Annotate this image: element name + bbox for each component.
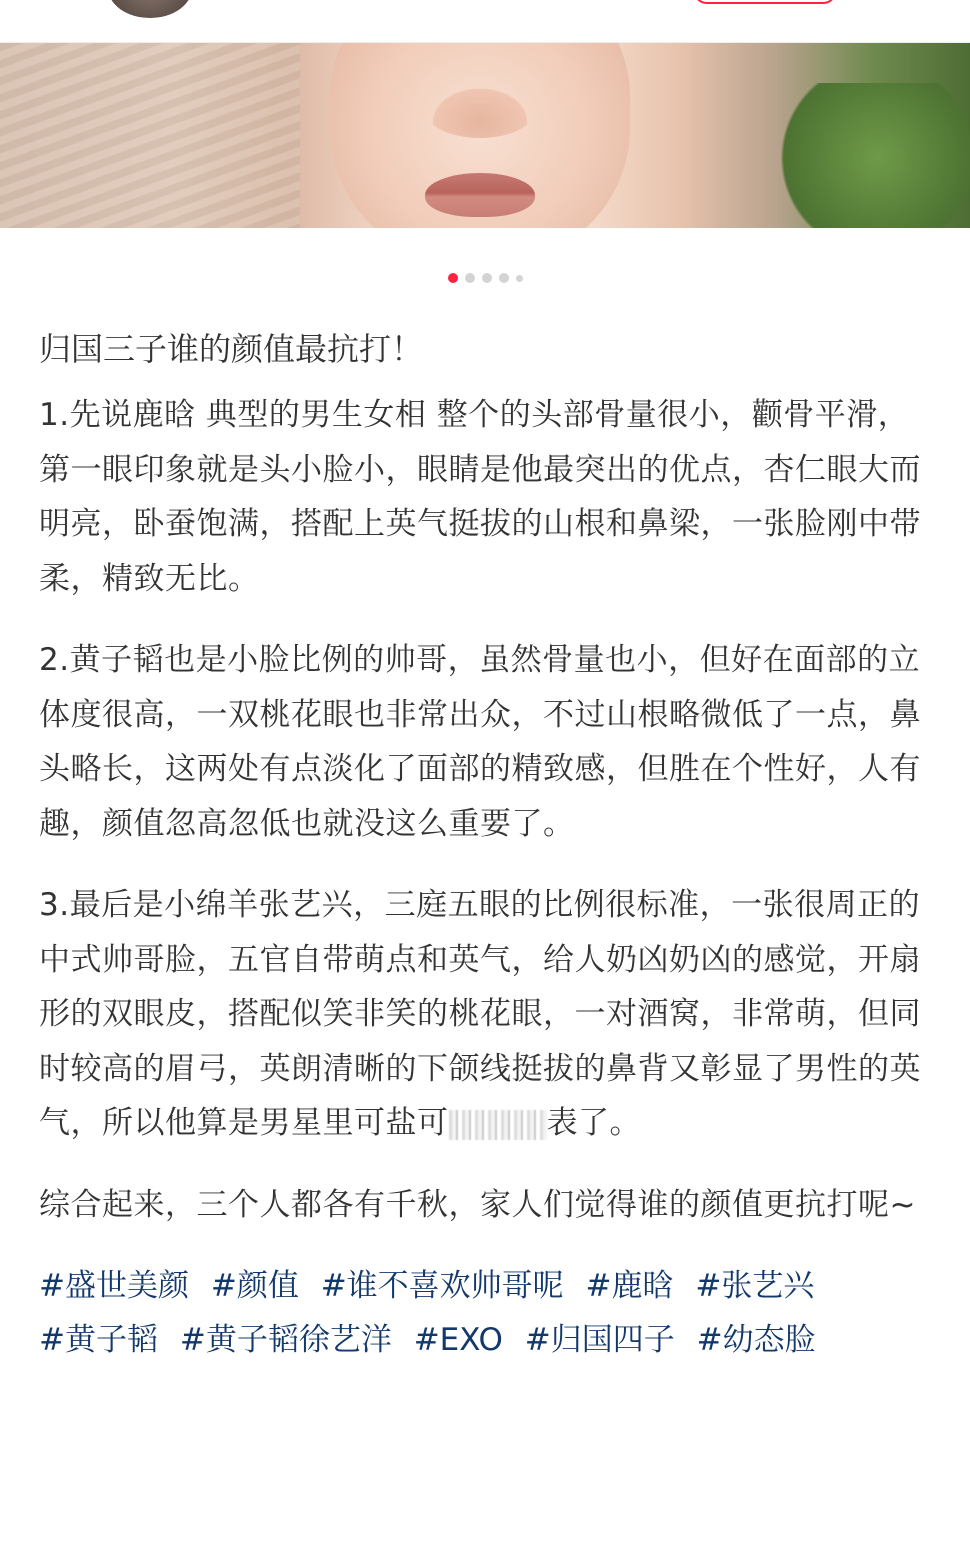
image-lips xyxy=(425,173,535,217)
post-paragraph-1: 1.先说鹿晗 典型的男生女相 整个的头部骨量很小，颧骨平滑，第一眼印象就是头小脸小，眼睛是他最突出的优点，杏仁眼大而明亮，卧蚕饱满，搭配上英气挺拔的山根和鼻梁，一张脸刚中带柔，精致无比。 xyxy=(39,397,921,597)
image-background-roof xyxy=(0,43,300,228)
hashtag[interactable]: #幼态脸 xyxy=(696,1322,816,1358)
hashtag[interactable]: #EXO xyxy=(413,1322,503,1358)
carousel-dot-1[interactable] xyxy=(448,273,458,283)
post-paragraph-4: 综合起来，三个人都各有千秋，家人们觉得谁的颜值更抗打呢~ xyxy=(39,1186,916,1223)
hashtag[interactable]: #黄子韬徐艺洋 xyxy=(179,1322,392,1358)
post-paragraph-3-text: 3.最后是小绵羊张艺兴，三庭五眼的比例很标准，一张很周正的中式帅哥脸，五官自带萌点和英气，给人奶凶奶凶的感觉，开扇形的双眼皮，搭配似笑非笑的桃花眼，一对酒窝，非常萌，但同时较高的眉弓，英朗清晰的下颌线挺拔的鼻背又彰显了男性的英气，所以他算是男星里可盐可 xyxy=(39,887,921,1141)
image-nose xyxy=(425,83,535,138)
censored-text-mosaic xyxy=(449,1110,547,1140)
hashtag[interactable]: #归国四子 xyxy=(524,1322,675,1358)
hashtag-list xyxy=(39,1259,934,1367)
top-bar xyxy=(0,0,970,43)
hashtag[interactable]: #鹿晗 xyxy=(585,1268,674,1304)
hashtag[interactable]: #颜值 xyxy=(210,1268,299,1304)
carousel-dot-4[interactable] xyxy=(499,273,509,283)
carousel-indicator xyxy=(0,272,970,284)
image-background-foliage xyxy=(740,83,970,228)
hashtag[interactable]: #盛世美颜 xyxy=(39,1268,189,1304)
post-paragraph-2: 2.黄子韬也是小脸比例的帅哥，虽然骨量也小，但好在面部的立体度很高，一双桃花眼也非常出众，不过山根略微低了一点，鼻头略长，这两处有点淡化了面部的精致感，但胜在个性好，人有趣，颜值忽高忽低也就没这么重要了。 xyxy=(39,642,921,842)
post-title: 归国三子谁的颜值最抗打！ xyxy=(39,330,424,368)
carousel-dot-3[interactable] xyxy=(482,273,492,283)
post-image[interactable] xyxy=(0,43,970,228)
carousel-dot-5[interactable] xyxy=(516,275,523,282)
post-content xyxy=(39,322,934,1367)
hashtag[interactable]: #谁不喜欢帅哥呢 xyxy=(320,1268,564,1304)
post-paragraph-3 xyxy=(39,878,934,1151)
author-avatar[interactable] xyxy=(108,0,192,18)
post-paragraph-3-end: 表了。 xyxy=(546,1105,641,1141)
carousel-dot-2[interactable] xyxy=(465,273,475,283)
follow-button[interactable] xyxy=(693,0,837,4)
hashtag[interactable]: #黄子韬 xyxy=(39,1322,158,1358)
hashtag[interactable]: #张艺兴 xyxy=(695,1268,815,1304)
